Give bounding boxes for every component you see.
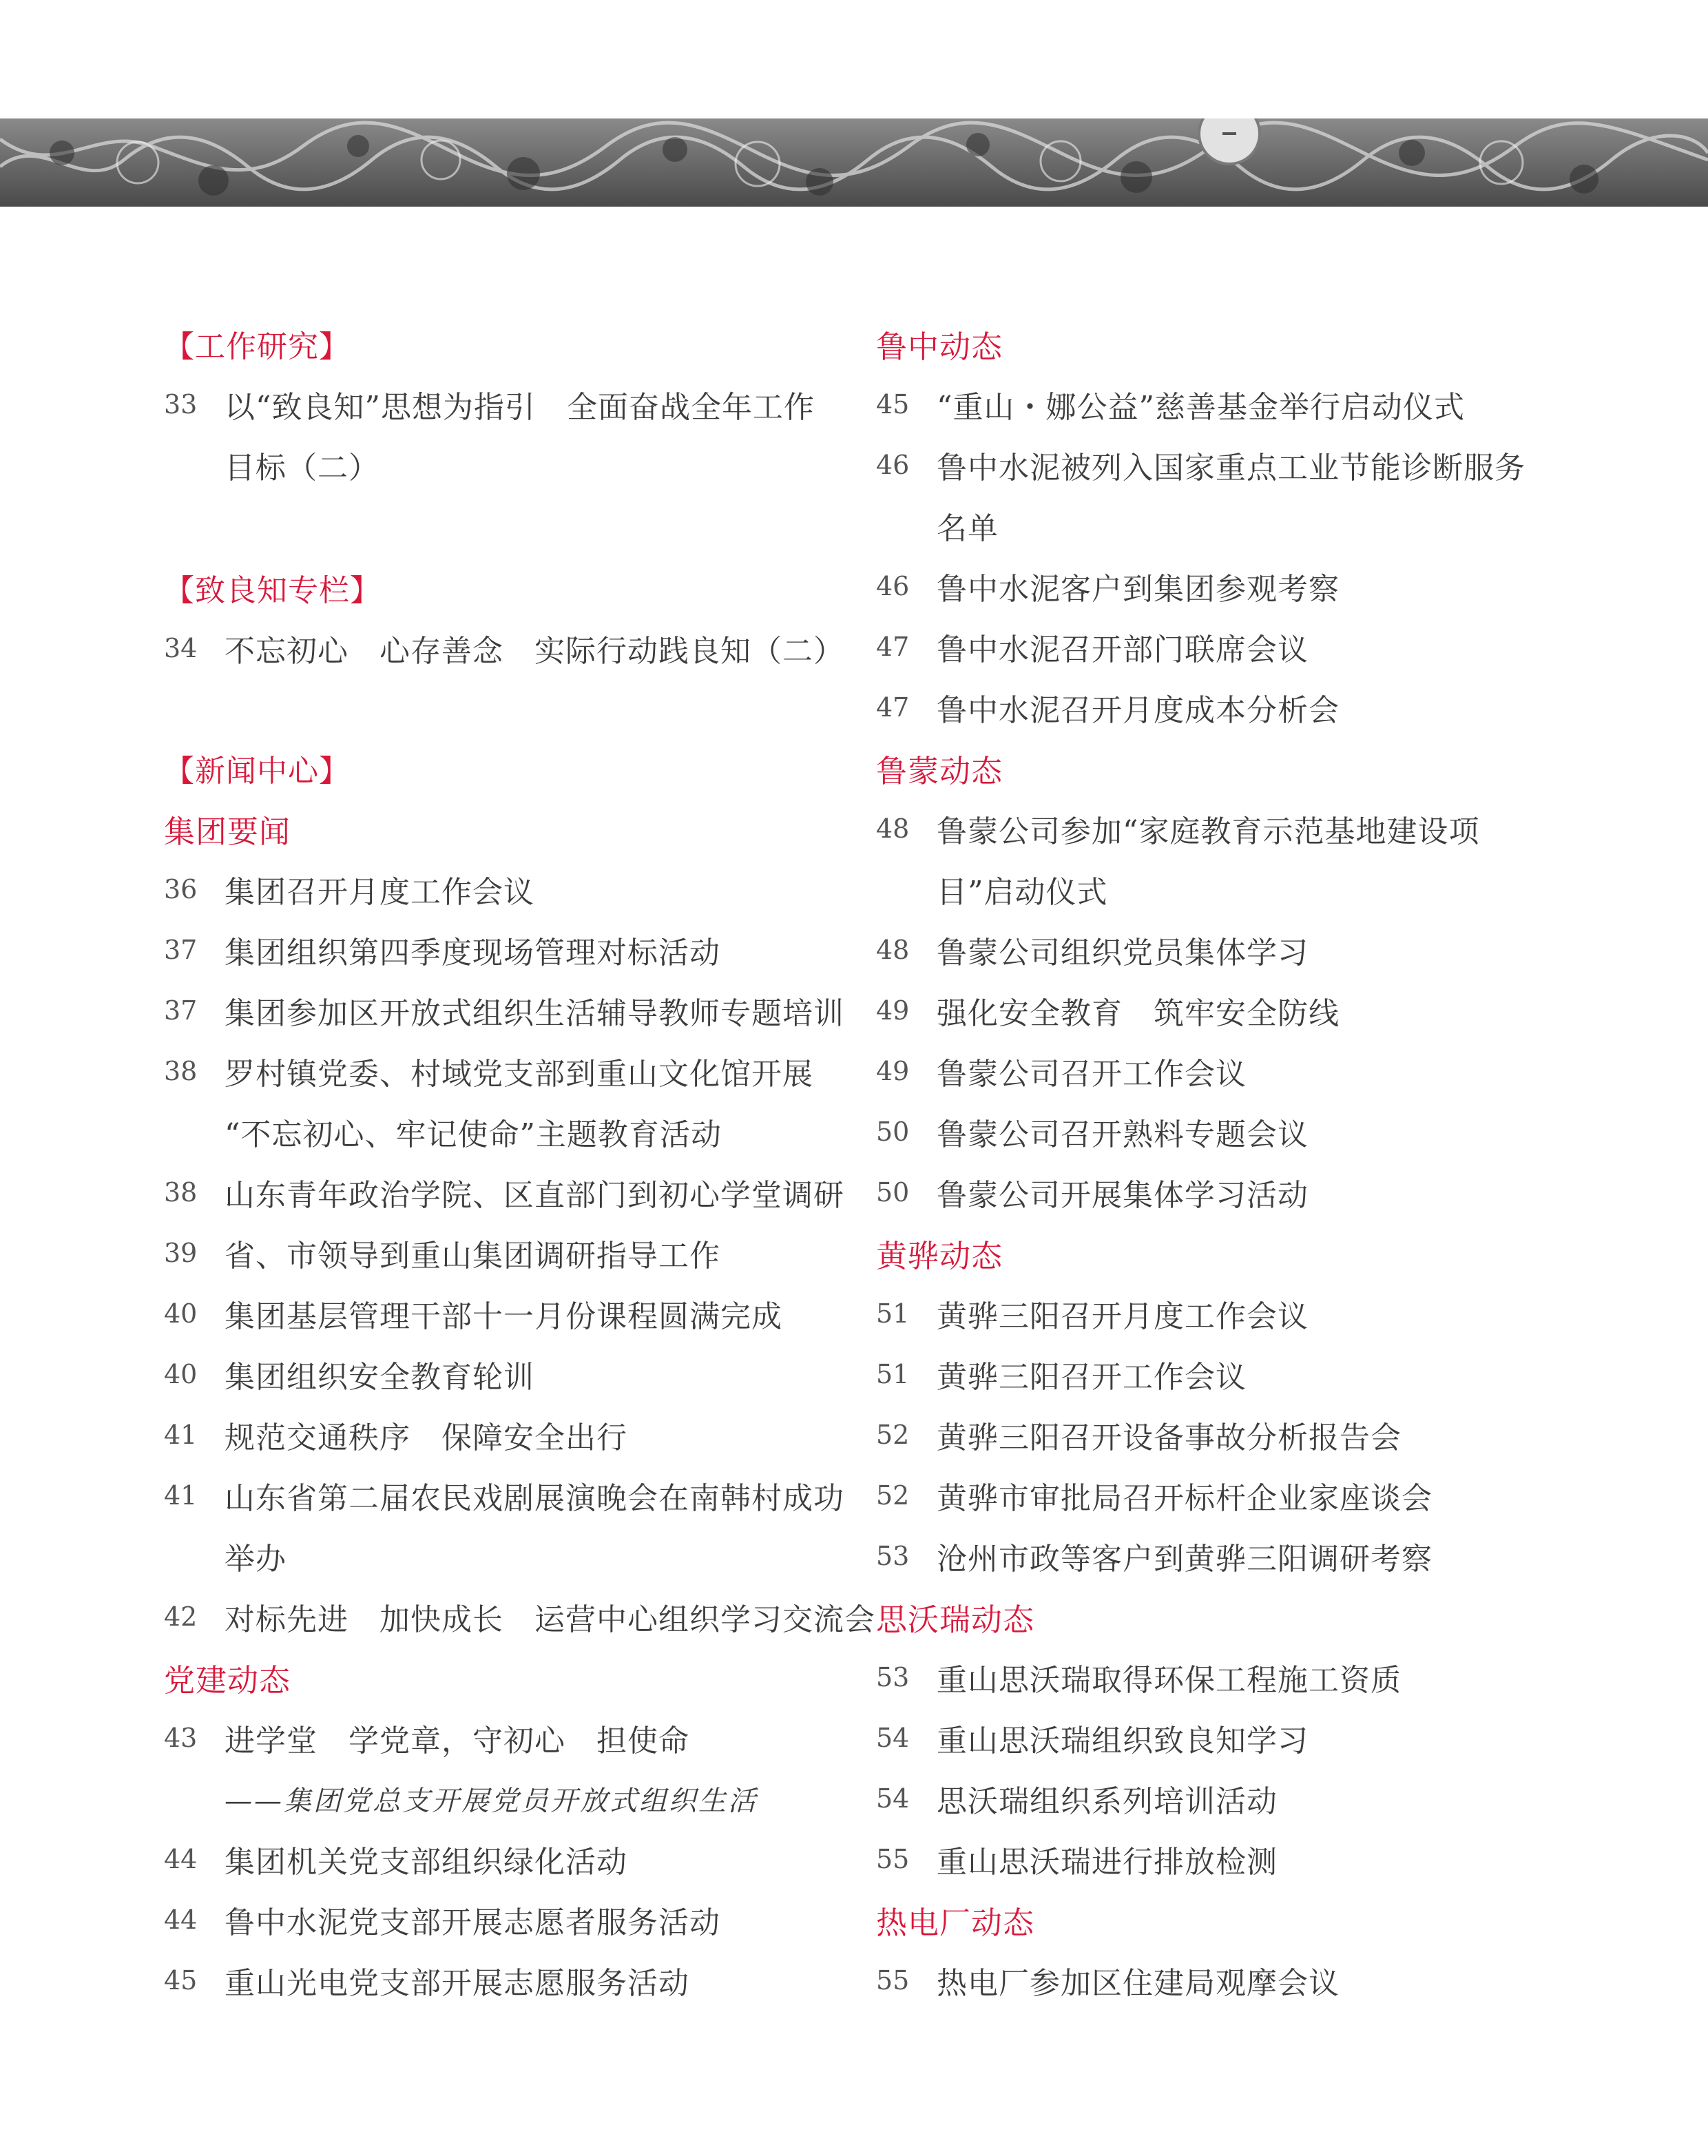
toc-entry[interactable] [876, 1950, 1565, 2011]
entry-title: 鲁中水泥客户到集团参观考察 [937, 572, 1340, 607]
page-number: 40 [164, 1298, 198, 1329]
page-number: 40 [164, 1359, 198, 1389]
entry-title: 集团机关党支部组织绿化活动 [225, 1845, 627, 1880]
toc-entry[interactable] [164, 1041, 846, 1101]
entry-title: 鲁中水泥被列入国家重点工业节能诊断服务 [937, 450, 1525, 486]
toc-entry[interactable] [164, 980, 846, 1041]
section-title-lumeng: 鲁蒙动态 [876, 752, 1003, 789]
section-header [164, 1647, 846, 1708]
entry-title: 鲁蒙公司开展集体学习活动 [937, 1178, 1309, 1213]
toc-entry[interactable] [164, 1465, 846, 1526]
toc-entry[interactable] [876, 1465, 1565, 1526]
page-number: 55 [876, 1844, 910, 1874]
entry-title: 不忘初心 心存善念 实际行动践良知（二） [225, 634, 844, 669]
toc-entry[interactable] [876, 374, 1565, 435]
entry-title: 思沃瑞组织系列培训活动 [937, 1784, 1278, 1819]
toc-entry[interactable] [164, 1283, 846, 1344]
entry-title: 对标先进 加快成长 运营中心组织学习交流会 [225, 1602, 875, 1637]
entry-title: 罗村镇党委、村域党支部到重山文化馆开展 [225, 1057, 813, 1092]
entry-title: 鲁中水泥党支部开展志愿者服务活动 [225, 1905, 720, 1940]
entry-title: 鲁蒙公司召开工作会议 [937, 1057, 1247, 1092]
entry-title: 重山思沃瑞组织致良知学习 [937, 1723, 1309, 1759]
page-number: 53 [876, 1541, 910, 1571]
page-number: 49 [876, 995, 910, 1026]
section-header [876, 313, 1565, 374]
toc-entry[interactable] [164, 1404, 846, 1465]
page-number: 48 [876, 813, 910, 844]
toc-entry-continuation [876, 859, 1565, 920]
entry-title: 集团召开月度工作会议 [225, 875, 534, 910]
toc-entry[interactable] [876, 1404, 1565, 1465]
page-number: 37 [164, 935, 198, 965]
page-number: 44 [164, 1905, 198, 1935]
page-number: 50 [876, 1117, 910, 1147]
page-number: 53 [876, 1662, 910, 1692]
toc-entry[interactable] [876, 1283, 1565, 1344]
toc-entry-continuation [164, 435, 846, 495]
toc-entry[interactable] [164, 1950, 846, 2011]
toc-entry[interactable] [876, 980, 1565, 1041]
page-number: 36 [164, 874, 198, 904]
page-number: 45 [876, 389, 910, 419]
entry-title-continuation: 目”启动仪式 [937, 875, 1108, 910]
header-banner [0, 118, 1708, 207]
toc-entry[interactable] [876, 616, 1565, 677]
section-header [164, 798, 846, 859]
entry-title: 黄骅三阳召开月度工作会议 [937, 1299, 1309, 1334]
page-number: 52 [876, 1420, 910, 1450]
toc-entry[interactable] [876, 1041, 1565, 1101]
page-number: 41 [164, 1480, 198, 1511]
toc-entry[interactable] [876, 1829, 1565, 1889]
page-number: 34 [164, 633, 198, 663]
entry-title: 山东青年政治学院、区直部门到初心学堂调研 [225, 1178, 844, 1213]
page-number: 33 [164, 389, 198, 419]
entry-title-continuation: 目标（二） [225, 450, 379, 486]
entry-title: 规范交通秩序 保障安全出行 [225, 1420, 627, 1455]
page-number: 38 [164, 1177, 198, 1207]
entry-title: 进学堂 学党章，守初心 担使命 [225, 1723, 689, 1759]
toc-entry[interactable] [876, 677, 1565, 738]
section-title-group-news: 集团要闻 [164, 813, 291, 850]
entry-title: 重山光电党支部开展志愿服务活动 [225, 1966, 689, 2001]
section-title-huanghua: 黄骅动态 [876, 1237, 1003, 1274]
entry-title: 鲁蒙公司召开熟料专题会议 [937, 1117, 1309, 1152]
section-header [876, 738, 1565, 798]
entry-title: 强化安全教育 筑牢安全防线 [937, 996, 1340, 1031]
toc-entry[interactable] [876, 1162, 1565, 1223]
entry-title-continuation: 名单 [937, 511, 999, 546]
toc-entry[interactable] [876, 798, 1565, 859]
entry-title: 黄骅三阳召开设备事故分析报告会 [937, 1420, 1402, 1455]
toc-left-column [164, 313, 875, 2011]
toc-entry[interactable] [876, 1101, 1565, 1162]
page-number: 37 [164, 995, 198, 1026]
page-number: 50 [876, 1177, 910, 1207]
toc-entry[interactable] [876, 435, 1565, 495]
spacer [164, 495, 846, 556]
section-title-siworui: 思沃瑞动态 [876, 1601, 1035, 1638]
toc-entry[interactable] [876, 556, 1565, 616]
page-number: 54 [876, 1723, 910, 1753]
entry-title-continuation: “不忘初心、牢记使命”主题教育活动 [225, 1117, 722, 1152]
toc-entry[interactable] [876, 1708, 1565, 1768]
toc-entry[interactable] [164, 1708, 846, 1768]
entry-title: 鲁蒙公司参加“家庭教育示范基地建设项 [937, 814, 1480, 849]
entry-title: 黄骅三阳召开工作会议 [937, 1360, 1247, 1395]
page-number: 44 [164, 1844, 198, 1874]
category-header [164, 313, 846, 374]
toc-entry[interactable] [164, 1889, 846, 1950]
page-number: 43 [164, 1723, 198, 1753]
section-header [876, 1223, 1565, 1283]
page-number: 51 [876, 1359, 910, 1389]
section-title-luzhong: 鲁中动态 [876, 328, 1003, 365]
section-title-power-plant: 热电厂动态 [876, 1904, 1035, 1941]
entry-title: 集团参加区开放式组织生活辅导教师专题培训 [225, 996, 844, 1031]
page-number: 52 [876, 1480, 910, 1511]
entry-title: 鲁中水泥召开部门联席会议 [937, 632, 1309, 667]
toc-entry[interactable] [164, 1829, 846, 1889]
category-title-zhiliangzhi: 【致良知专栏】 [164, 573, 381, 608]
toc-entry[interactable] [876, 1647, 1565, 1708]
page-number: 47 [876, 692, 910, 723]
toc-entry[interactable] [876, 1344, 1565, 1404]
page-number: 41 [164, 1420, 198, 1450]
toc-entry[interactable] [876, 1768, 1565, 1829]
entry-title: 鲁蒙公司组织党员集体学习 [937, 935, 1309, 971]
category-header [164, 738, 846, 798]
entry-title: 集团组织第四季度现场管理对标活动 [225, 935, 720, 971]
entry-title: “重山・娜公益”慈善基金举行启动仪式 [937, 390, 1465, 425]
entry-title: 重山思沃瑞取得环保工程施工资质 [937, 1663, 1402, 1698]
toc-entry[interactable] [164, 859, 846, 920]
entry-title: 以“致良知”思想为指引 全面奋战全年工作 [225, 390, 815, 425]
section-title-party: 党建动态 [164, 1661, 291, 1699]
entry-subtitle: ——集团党总支开展党员开放式组织生活 [225, 1785, 758, 1817]
toc-right-column [876, 313, 1565, 2011]
spacer [164, 678, 846, 720]
carved-relief-image [0, 118, 1708, 207]
page-number: 46 [876, 571, 910, 601]
entry-title: 集团组织安全教育轮训 [225, 1360, 534, 1395]
entry-title: 沧州市政等客户到黄骅三阳调研考察 [937, 1542, 1433, 1577]
page-number: 54 [876, 1783, 910, 1814]
page-number: 55 [876, 1965, 910, 1996]
toc-entry[interactable] [164, 1162, 846, 1223]
toc-entry[interactable] [164, 618, 846, 678]
toc-entry[interactable] [876, 920, 1565, 980]
toc-entry-subtitle [164, 1768, 846, 1829]
entry-title-continuation: 举办 [225, 1542, 287, 1577]
page-number: 39 [164, 1238, 198, 1268]
entry-title: 省、市领导到重山集团调研指导工作 [225, 1238, 720, 1274]
entry-title: 黄骅市审批局召开标杆企业家座谈会 [937, 1481, 1433, 1516]
entry-title: 鲁中水泥召开月度成本分析会 [937, 693, 1340, 728]
entry-title: 集团基层管理干部十一月份课程圆满完成 [225, 1299, 782, 1334]
entry-title: 热电厂参加区住建局观摩会议 [937, 1966, 1340, 2001]
toc-entry[interactable] [164, 1344, 846, 1404]
page-number: 45 [164, 1965, 198, 1996]
toc-entry-continuation [164, 1101, 846, 1162]
toc-entry-continuation [876, 495, 1565, 556]
toc-entry[interactable] [876, 1526, 1565, 1586]
toc-entry[interactable] [164, 374, 846, 435]
page-number: 49 [876, 1056, 910, 1086]
toc-entry[interactable] [164, 920, 846, 980]
section-header [876, 1586, 1565, 1647]
category-header [164, 557, 846, 618]
toc-entry[interactable] [164, 1586, 875, 1647]
toc-entry-continuation [164, 1526, 846, 1586]
page-number: 48 [876, 935, 910, 965]
entry-title: 山东省第二届农民戏剧展演晚会在南韩村成功 [225, 1481, 844, 1516]
section-header [876, 1889, 1565, 1950]
entry-title: 重山思沃瑞进行排放检测 [937, 1845, 1278, 1880]
category-title-news-center: 【新闻中心】 [164, 754, 350, 789]
category-title-work-research: 【工作研究】 [164, 329, 350, 364]
page-number: 51 [876, 1298, 910, 1329]
page-number: 47 [876, 632, 910, 662]
toc-entry[interactable] [164, 1223, 846, 1283]
page-number: 42 [164, 1602, 198, 1632]
page-number: 38 [164, 1056, 198, 1086]
page-number: 46 [876, 450, 910, 480]
